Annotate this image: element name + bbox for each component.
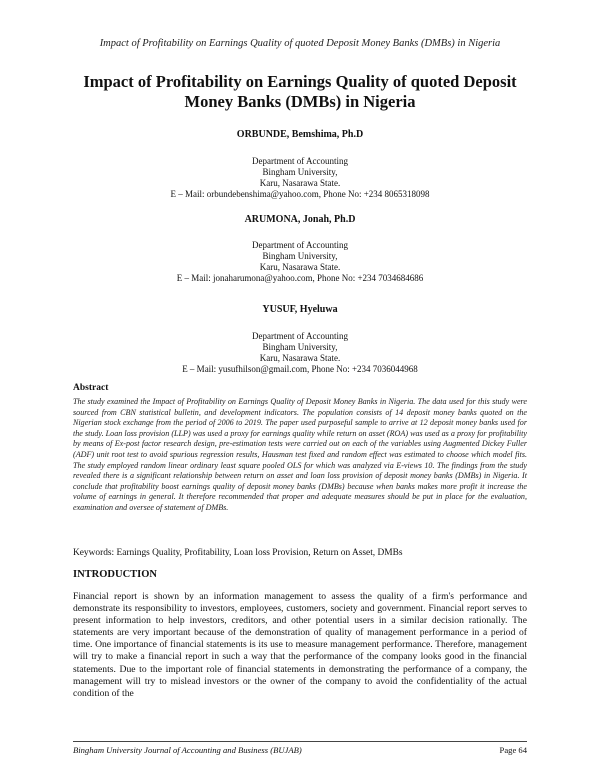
- author-3-location: Karu, Nasarawa State.: [259, 353, 341, 363]
- author-2-location: Karu, Nasarawa State.: [259, 262, 341, 272]
- author-3-affiliation: [0, 331, 600, 375]
- footer-journal-name: Bingham University Journal of Accounting and Business (BUJAB): [73, 745, 302, 755]
- author-1-department: Department of Accounting: [252, 156, 348, 166]
- author-1-contact: E – Mail: orbundebenshima@yahoo.com, Phone No: +234 8065318098: [170, 189, 430, 199]
- abstract-heading: Abstract: [73, 383, 109, 393]
- author-2-name: ARUMONA, Jonah, Ph.D: [244, 214, 356, 225]
- footer-page-number: Page 64: [499, 745, 527, 755]
- introduction-text: Financial report is shown by an information management to assess the quality of a firm's performance and demonstrate its responsibility to investors, employees, customers, society and government. Financial report serves to present information to help investors, creditors, and other potential users in a similar decision rationally. The statements are very important because of the demonstration of quality of management performance in a period of time. One importance of financial statements is its use to measure management performance. Therefore, management will try to make a financial report in such a way that the performance of the company looks good in the financial statements. Due to the important role of financial statements in demonstrating the performance of a company, the management will try to mislead investors or the owner of the company to avoid the confidentiality of the actual condition of the: [73, 591, 527, 699]
- author-3-university: Bingham University,: [262, 342, 338, 352]
- paper-title-line-1: Impact of Profitability on Earnings Quality of quoted Deposit: [83, 72, 517, 91]
- paper-title: [60, 72, 540, 112]
- running-header: Impact of Profitability on Earnings Quality of quoted Deposit Money Banks (DMBs) in Nigeria: [99, 38, 501, 49]
- author-1-affiliation: [0, 156, 600, 200]
- author-2-university: Bingham University,: [262, 251, 338, 261]
- author-2-department: Department of Accounting: [252, 240, 348, 250]
- keywords: Keywords: Earnings Quality, Profitability, Loan loss Provision, Return on Asset, DMBs: [73, 548, 403, 558]
- paper-title-line-2: Money Banks (DMBs) in Nigeria: [184, 92, 416, 111]
- author-2-contact: E – Mail: jonaharumona@yahoo.com, Phone No: +234 7034684686: [176, 273, 424, 283]
- author-3-department: Department of Accounting: [252, 331, 348, 341]
- author-2-affiliation: [0, 240, 600, 284]
- author-1-university: Bingham University,: [262, 167, 338, 177]
- author-1-location: Karu, Nasarawa State.: [259, 178, 341, 188]
- author-1-name: ORBUNDE, Bemshima, Ph.D: [236, 129, 364, 140]
- footer-divider: [73, 741, 527, 742]
- introduction-heading: INTRODUCTION: [73, 569, 158, 580]
- abstract-text: The study examined the Impact of Profitability on Earnings Quality of Deposit Money Banks in Nigeria. The data used for this study were sourced from CBN statistical bulletin, and development indicators. The population consists of 14 deposit money banks quoted on the Nigerian stock exchange from the period of 2006 to 2019. The paper used purposeful sample to arrive at 12 deposit money banks used for the study. Loan loss provision (LLP) was used a proxy for earnings quality while return on asset (ROA) was used as a proxy for profitability by means of Ex-post factor research design, pre-estimation tests were carried out on each of the variables using Augmented Dickey Fuller (ADF) unit root test to avoid spurious regression results, Hausman test fixed and random effect was estimated to choose which model fits. The study employed random linear ordinary least square pooled OLS for which was analyzed via E-views 10. The findings from the study revealed there is a significant relationship between return on asset and loan loss provision of deposit money banks (DMBs) in Nigeria. It conclude that profitability boost earnings quality of deposit money banks (DMBs) because when banks makes more profit it increase the volume of earnings in general. It therefore recommended that proper and adequate measures should be put in place for the evaluation, examination and oversee of statement of DMBs.: [73, 397, 527, 512]
- author-3-contact: E – Mail: yusufhilson@gmail.com, Phone No: +234 7036044968: [182, 364, 418, 374]
- author-3-name: YUSUF, Hyeluwa: [262, 304, 338, 315]
